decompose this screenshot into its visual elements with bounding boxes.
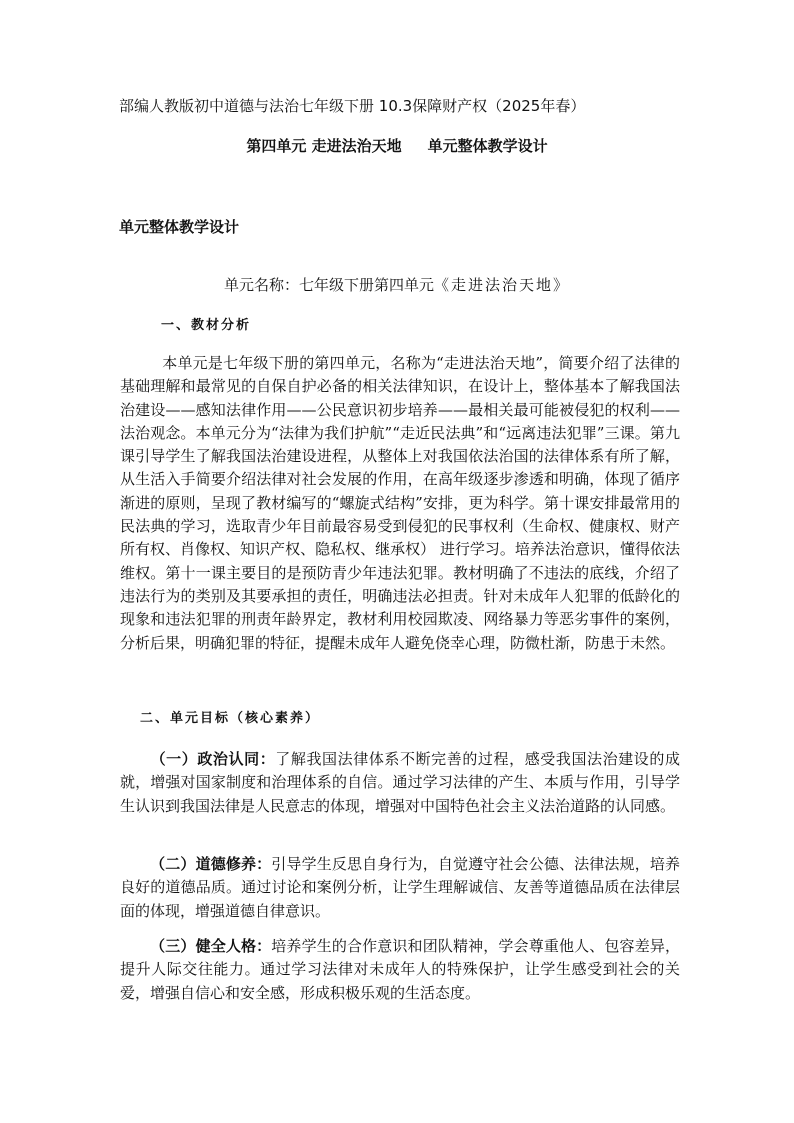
unit-title-part1: 第四单元 走进法治天地 (246, 137, 402, 155)
goal-label: （三）健全人格： (150, 937, 272, 955)
goal-label: （二）道德修养： (150, 855, 272, 873)
goal-label: （一）政治认同： (150, 750, 276, 768)
unit-title (0, 136, 794, 156)
analysis-text: 本单元是七年级下册的第四单元，名称为“走进法治天地”，简要介绍了法律的基础理解和最常见的自保自护必备的相关法律知识，在设计上，整体基本了解我国法治建设——感知法律作用——公民意识初步培养——最相关最可能被侵犯的权利——法治观念。本单元分为“法律为我们护航”“走近民法典”和“远离违法犯罪”三课。第九课引导学生了解我国法治建设进程，从整体上对我国依法治国的法律体系有所了解，从生活入手简要介绍法律对社会发展的作用，在高年级逐步渗透和明确，体现了循序渐进的原则，呈现了教材编写的“螺旋式结构”安排，更为科学。第十课安排最常用的民法典的学习，选取青少年目前最容易受到侵犯的民事权利（生命权、健康权、财产所有权、肖像权、知识产权、隐私权、继承权） 进行学习。培养法治意识，懂得依法维权。第十一课主要目的是预防青少年违法犯罪。教材明确了不违法的底线，介绍了违法行为的类别及其要承担的责任，明确违法必担责。针对未成年人犯罪的低龄化的现象和违法犯罪的刑责年龄界定，教材利用校园欺凌、网络暴力等恶劣事件的案例，分析后果，明确犯罪的特征，提醒未成年人避免侥幸心理，防微杜渐，防患于未然。 (120, 354, 680, 652)
goal-text: 了解我国法律体系不断完善的过程，感受我国法治建设的成就，增强对国家制度和治理体系的自信。通过学习法律的产生、本质与作用，引导学生认识到我国法律是人民意志的体现，增强对中国特色社会主义法治道路的认同感。 (120, 750, 680, 815)
goal-sound-personality (120, 935, 680, 1005)
section-heading: 单元整体教学设计 (119, 218, 240, 236)
goal-text: 引导学生反思自身行为，自觉遵守社会公德、法律法规，培养良好的道德品质。通过讨论和案例分析，让学生理解诚信、友善等道德品质在法律层面的体现，增强道德自律意识。 (120, 855, 680, 920)
analysis-heading: 一、教材分析 (161, 318, 252, 333)
unit-name (0, 275, 794, 295)
unit-name-label: 单元名称：七年级下册第四单元 (223, 276, 434, 294)
goal-political-identity (120, 748, 680, 818)
goal-moral-cultivation (120, 853, 680, 923)
unit-name-value: 《走进法治天地》 (434, 276, 571, 294)
goals-heading: 二、单元目标（核心素养） (140, 711, 321, 726)
document-title: 部编人教版初中道德与法治七年级下册 10.3保障财产权（2025年春） (119, 97, 586, 115)
goal-text: 培养学生的合作意识和团队精神，学会尊重他人、包容差异，提升人际交往能力。通过学习法律对未成年人的特殊保护，让学生感受到社会的关爱，增强自信心和安全感，形成积极乐观的生活态度。 (120, 937, 680, 1002)
analysis-paragraph (120, 352, 680, 655)
unit-title-part2: 单元整体教学设计 (427, 137, 548, 155)
